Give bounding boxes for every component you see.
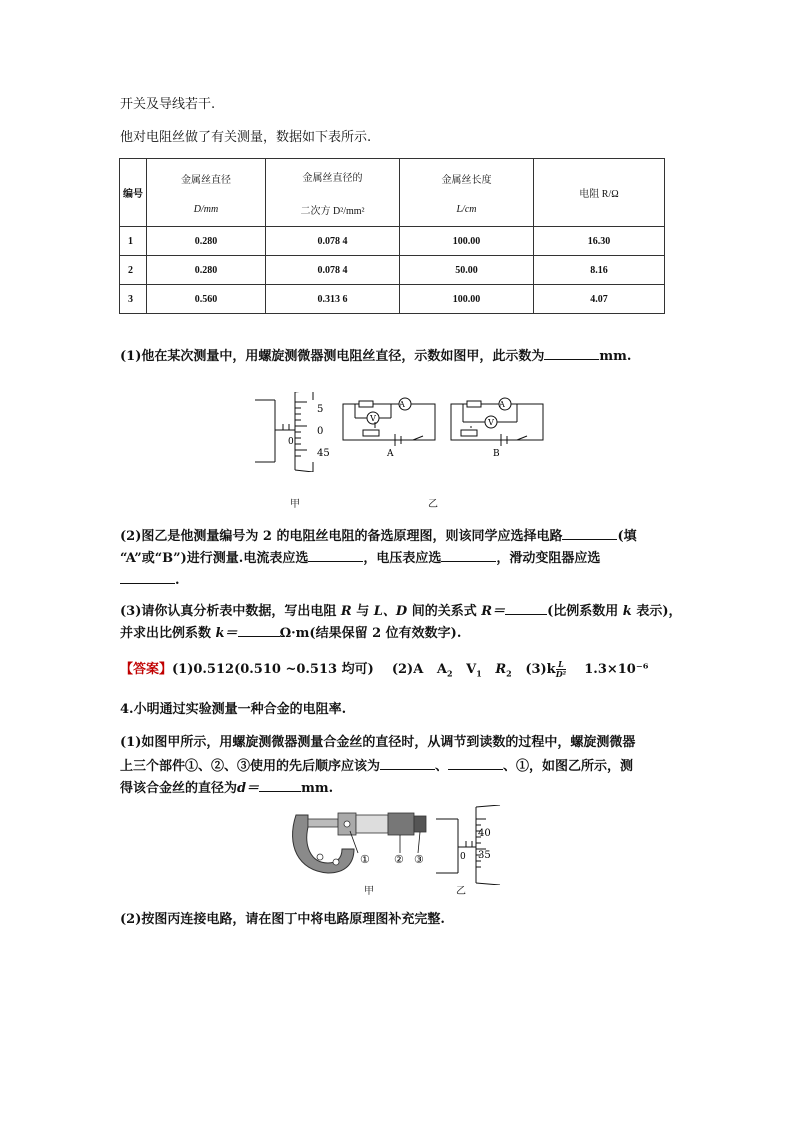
answer-tag: 【答案】 <box>120 662 173 677</box>
part-label-2: ② <box>394 853 404 866</box>
intro-line: 开关及导线若干. <box>120 97 216 112</box>
circuit-label-a: A <box>387 449 394 459</box>
question-2-line-1: (2)图乙是他测量编号为 2 的电阻丝电阻的备选原理图，则该同学应选择电路 (填 <box>120 525 637 547</box>
question-4-2: (2)按图丙连接电路，请在图丁中将电路原理图补充完整. <box>120 912 445 927</box>
header-length: 金属丝长度 L/cm <box>400 159 534 227</box>
question-4-1-line-2: 上三个部件①、②、③使用的先后顺序应该为 、 、①，如图乙所示，测 <box>120 755 633 777</box>
micrometer-scale-icon <box>436 805 500 885</box>
answer-blank[interactable] <box>544 345 599 360</box>
fraction: $\frac{L}{\text{D²}}$ <box>555 659 567 679</box>
scale-label: 5 <box>317 404 324 415</box>
voltmeter-label: V <box>370 414 376 423</box>
question-1: (1)他在某次测量中，用螺旋测微器测电阻丝直径，示数如图甲，此示数为 mm. <box>120 345 631 367</box>
answer-blank[interactable] <box>259 777 301 792</box>
ammeter-label: A <box>499 400 505 409</box>
main-scale-label: 0 <box>288 437 294 447</box>
table-intro: 他对电阻丝做了有关测量，数据如下表所示. <box>120 130 372 145</box>
caption-yi: 乙 <box>428 499 438 510</box>
header-diameter-squared: 金属丝直径的 二次方 D²/mm² <box>266 159 400 227</box>
header-id: 编号 <box>120 159 147 227</box>
ammeter-label: A <box>399 400 405 409</box>
answer-blank[interactable] <box>448 755 503 770</box>
table-row: 3 0.560 0.313 6 100.00 4.07 <box>120 285 665 314</box>
scale-label: 45 <box>317 448 330 459</box>
caption-jia: 甲 <box>290 499 300 510</box>
main-scale-label: 0 <box>460 852 466 862</box>
question-4-1-line-3: 得该合金丝的直径为d＝ mm. <box>120 777 333 799</box>
micrometer-reading-icon <box>255 392 313 472</box>
data-table <box>119 158 665 314</box>
circuit-label-b: B <box>493 449 500 459</box>
header-diameter: 金属丝直径 D/mm <box>147 159 266 227</box>
question-2-line-3: . <box>120 569 180 591</box>
question-4-title: 4.小明通过实验测量一种合金的电阻率. <box>120 702 347 717</box>
answer-blank[interactable] <box>308 547 363 562</box>
answer-blank[interactable] <box>505 600 547 615</box>
part-label-1: ① <box>360 853 370 866</box>
circuit-b-icon <box>451 398 543 446</box>
answer-blank[interactable] <box>562 525 617 540</box>
caption-yi: 乙 <box>456 886 466 897</box>
table-row: 1 0.280 0.078 4 100.00 16.30 <box>120 227 665 256</box>
answer-blank[interactable] <box>238 622 280 637</box>
scale-label: 40 <box>478 828 491 839</box>
figure-1 <box>255 392 555 472</box>
answer-blank[interactable] <box>441 547 496 562</box>
table-header-row <box>120 159 665 227</box>
question-4-1-line-1: (1)如图甲所示，用螺旋测微器测量合金丝的直径时，从调节到读数的过程中，螺旋测微器 <box>120 735 636 750</box>
part-label-3: ③ <box>414 853 424 866</box>
question-2-line-2: “A”或“B”)进行测量.电流表应选 ，电压表应选 ，滑动变阻器应选 <box>120 547 600 569</box>
scale-label: 35 <box>478 850 491 861</box>
table-row: 2 0.280 0.078 4 50.00 8.16 <box>120 256 665 285</box>
voltmeter-label: V <box>488 418 494 427</box>
question-3-line-1: (3)请你认真分析表中数据，写出电阻 R 与 L、D 间的关系式 R＝ (比例系数用 k 表示)， <box>120 600 681 622</box>
answer-line: 【答案】(1)0.512(0.510 ~0.513 均可) (2)A $A_2$ $V_1$ $R_2$ (3)k $\frac{L}{\text{D²}}$ 1.3×10⁻⁶ <box>120 659 649 679</box>
caption-jia: 甲 <box>364 886 374 897</box>
question-3-line-2: 并求出比例系数 k＝ Ω·m(结果保留 2 位有效数字). <box>120 622 461 644</box>
answer-blank[interactable] <box>120 569 175 584</box>
header-resistance: 电阻 R/Ω <box>534 159 665 227</box>
scale-label: 0 <box>317 426 324 437</box>
circuit-a-icon <box>343 398 435 446</box>
answer-blank[interactable] <box>380 755 435 770</box>
figure-2 <box>288 805 503 885</box>
